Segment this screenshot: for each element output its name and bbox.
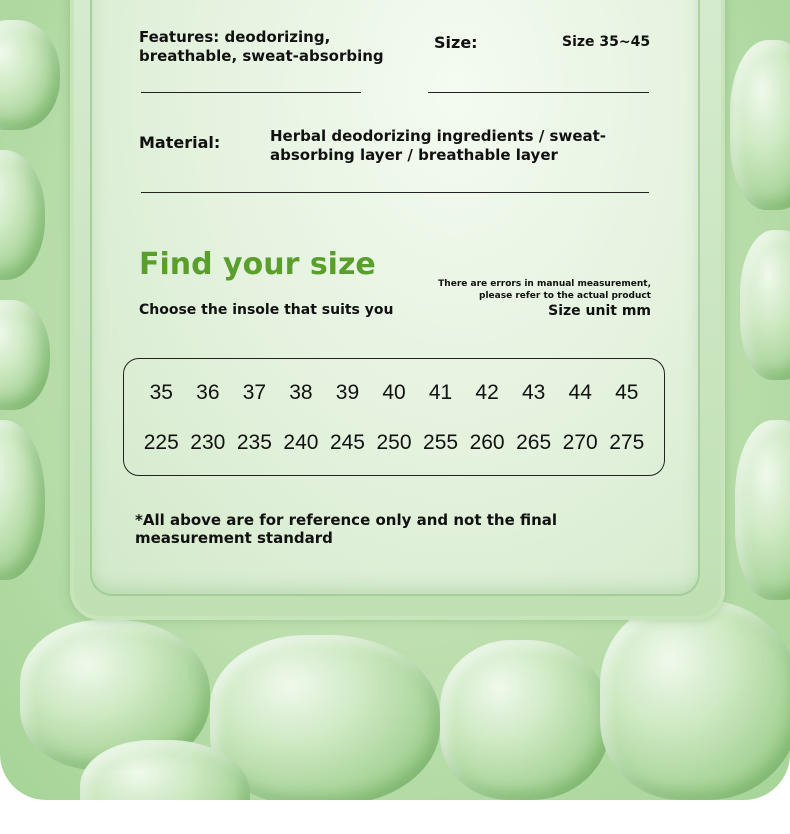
length-cell: 270 — [562, 431, 598, 454]
measurement-note-line2: please refer to the actual product — [479, 291, 651, 301]
size-cell: 38 — [289, 381, 313, 404]
size-cell: 36 — [196, 381, 220, 404]
length-row — [138, 431, 650, 455]
size-row — [138, 381, 650, 405]
pebble — [0, 20, 60, 130]
pebble — [440, 640, 610, 800]
length-cell: 245 — [329, 431, 365, 454]
length-cell: 225 — [143, 431, 179, 454]
size-cell: 37 — [242, 381, 267, 404]
size-value: Size 35~45 — [562, 34, 651, 50]
length-cell: 255 — [423, 431, 459, 454]
material-label: Material: — [139, 133, 221, 152]
length-cell: 275 — [609, 431, 645, 454]
section-title: Find your size — [139, 247, 376, 282]
size-chart-table — [123, 358, 665, 476]
pebble — [0, 420, 45, 580]
measurement-note-line1: There are errors in manual measurement, — [438, 279, 651, 289]
size-cell: 43 — [521, 381, 546, 404]
length-cell: 260 — [469, 431, 505, 454]
size-cell: 40 — [382, 381, 406, 404]
length-cell: 235 — [236, 431, 272, 454]
size-label: Size: — [434, 33, 478, 52]
size-cell: 44 — [568, 381, 592, 404]
size-cell: 35 — [149, 381, 173, 404]
length-cell: 250 — [376, 431, 412, 454]
measurement-note — [400, 278, 651, 302]
features-label: Features: deodorizing, breathable, sweat-absorbing — [139, 28, 384, 65]
divider — [428, 92, 649, 93]
pebble — [0, 150, 45, 280]
disclaimer: *All above are for reference only and not the final measurement standard — [135, 511, 558, 547]
pebble — [735, 420, 790, 600]
size-cell: 41 — [428, 381, 453, 404]
divider — [141, 192, 649, 193]
pebble — [730, 40, 790, 210]
divider — [141, 92, 361, 93]
size-cell: 42 — [475, 381, 499, 404]
material-value: Herbal deodorizing ingredients / sweat-absorbing layer / breathable layer — [270, 127, 607, 164]
section-subtitle: Choose the insole that suits you — [139, 302, 394, 318]
length-cell: 265 — [516, 431, 552, 454]
pebble — [740, 230, 790, 380]
length-cell: 230 — [190, 431, 226, 454]
pebble — [600, 600, 790, 800]
size-cell: 45 — [615, 381, 639, 404]
pebble — [0, 300, 50, 410]
size-cell: 39 — [335, 381, 360, 404]
length-cell: 240 — [283, 431, 319, 454]
size-unit: Size unit mm — [548, 303, 651, 319]
